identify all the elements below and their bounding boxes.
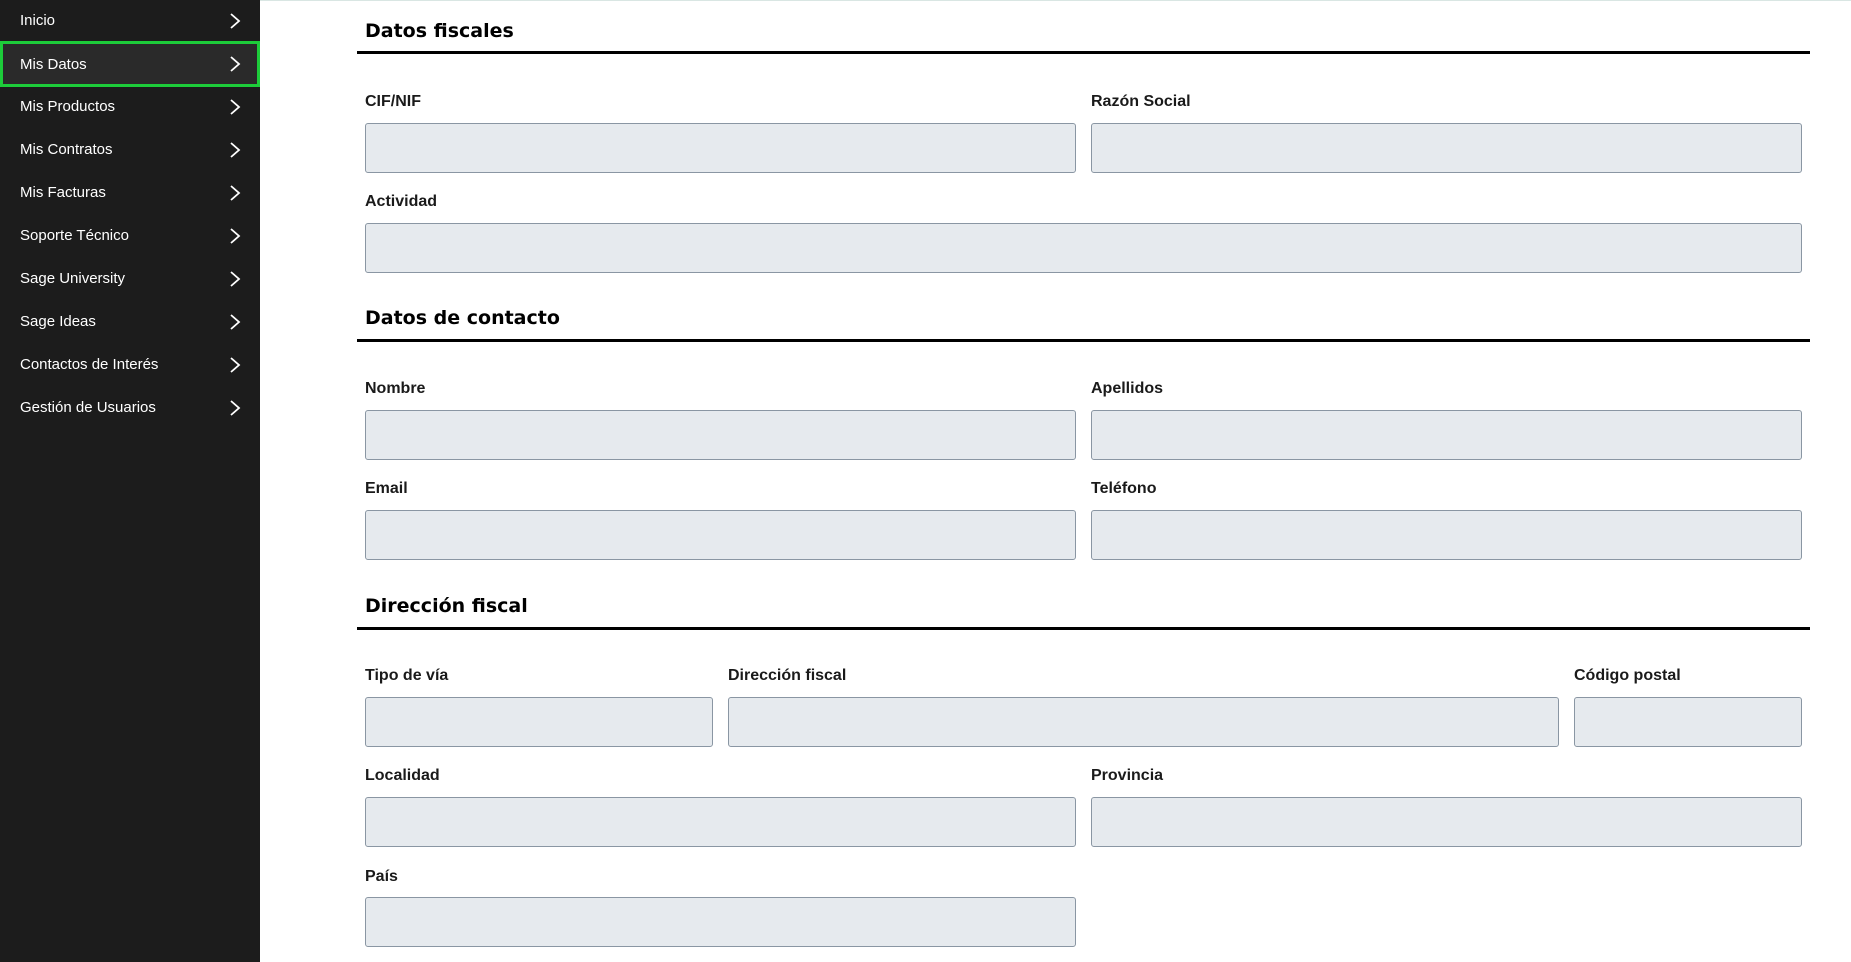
section-title-datos-fiscales: Datos fiscales — [365, 20, 514, 42]
sidebar-item-label: Mis Productos — [20, 98, 116, 115]
main-content — [260, 0, 1851, 962]
email-label: Email — [365, 480, 408, 497]
sidebar-item-label: Soporte Técnico — [20, 227, 129, 244]
chevron-right-icon — [228, 141, 242, 159]
sidebar-item-label: Gestión de Usuarios — [20, 399, 156, 416]
telefono-input[interactable] — [1091, 510, 1802, 560]
actividad-label: Actividad — [365, 193, 438, 210]
sidebar-item-contactos[interactable] — [0, 343, 260, 386]
chevron-right-icon — [228, 356, 242, 374]
chevron-right-icon — [228, 184, 242, 202]
section-divider — [357, 339, 1810, 342]
direccion-fiscal-input[interactable] — [728, 697, 1559, 747]
sidebar-item-label: Sage Ideas — [20, 313, 96, 330]
sidebar-item-mis-contratos[interactable] — [0, 128, 260, 171]
sidebar-item-label: Contactos de Interés — [20, 356, 159, 373]
section-divider — [357, 627, 1810, 630]
sidebar-nav — [0, 0, 260, 962]
provincia-input[interactable] — [1091, 797, 1802, 847]
sidebar-item-label: Inicio — [20, 12, 56, 29]
sidebar-item-label: Mis Datos — [20, 55, 87, 73]
codigo-postal-label: Código postal — [1574, 667, 1681, 684]
chevron-right-icon — [228, 399, 242, 417]
localidad-input[interactable] — [365, 797, 1076, 847]
nombre-input[interactable] — [365, 410, 1076, 460]
chevron-right-icon — [228, 55, 242, 73]
top-divider — [260, 0, 1851, 1]
sidebar-item-mis-facturas[interactable] — [0, 171, 260, 214]
email-input[interactable] — [365, 510, 1076, 560]
cif-input[interactable] — [365, 123, 1076, 173]
sidebar-item-soporte-tecnico[interactable] — [0, 214, 260, 257]
chevron-right-icon — [228, 227, 242, 245]
actividad-input[interactable] — [365, 223, 1802, 273]
razon-social-label: Razón Social — [1091, 93, 1191, 110]
section-title-datos-contacto: Datos de contacto — [365, 307, 560, 329]
nombre-label: Nombre — [365, 380, 426, 397]
apellidos-input[interactable] — [1091, 410, 1802, 460]
direccion-fiscal-label: Dirección fiscal — [728, 667, 847, 684]
pais-input[interactable] — [365, 897, 1076, 947]
sidebar-item-inicio[interactable] — [0, 0, 260, 42]
section-divider — [357, 51, 1810, 54]
pais-label: País — [365, 868, 398, 885]
apellidos-label: Apellidos — [1091, 380, 1164, 397]
sidebar-item-gestion-usuarios[interactable] — [0, 386, 260, 429]
chevron-right-icon — [228, 270, 242, 288]
localidad-label: Localidad — [365, 767, 440, 784]
sidebar-item-label: Mis Contratos — [20, 141, 113, 158]
provincia-label: Provincia — [1091, 767, 1164, 784]
sidebar-item-label: Mis Facturas — [20, 184, 106, 201]
razon-social-input[interactable] — [1091, 123, 1802, 173]
tipo-via-label: Tipo de vía — [365, 667, 449, 684]
sidebar-item-mis-datos[interactable] — [0, 41, 260, 87]
chevron-right-icon — [228, 98, 242, 116]
chevron-right-icon — [228, 313, 242, 331]
telefono-label: Teléfono — [1091, 480, 1157, 497]
sidebar-item-label: Sage University — [20, 270, 126, 287]
codigo-postal-input[interactable] — [1574, 697, 1802, 747]
chevron-right-icon — [228, 12, 242, 30]
sidebar-item-sage-university[interactable] — [0, 257, 260, 300]
sidebar-item-sage-ideas[interactable] — [0, 300, 260, 343]
cif-label: CIF/NIF — [365, 93, 421, 110]
tipo-via-input[interactable] — [365, 697, 713, 747]
section-title-direccion-fiscal: Dirección fiscal — [365, 595, 528, 617]
sidebar-item-mis-productos[interactable] — [0, 85, 260, 128]
